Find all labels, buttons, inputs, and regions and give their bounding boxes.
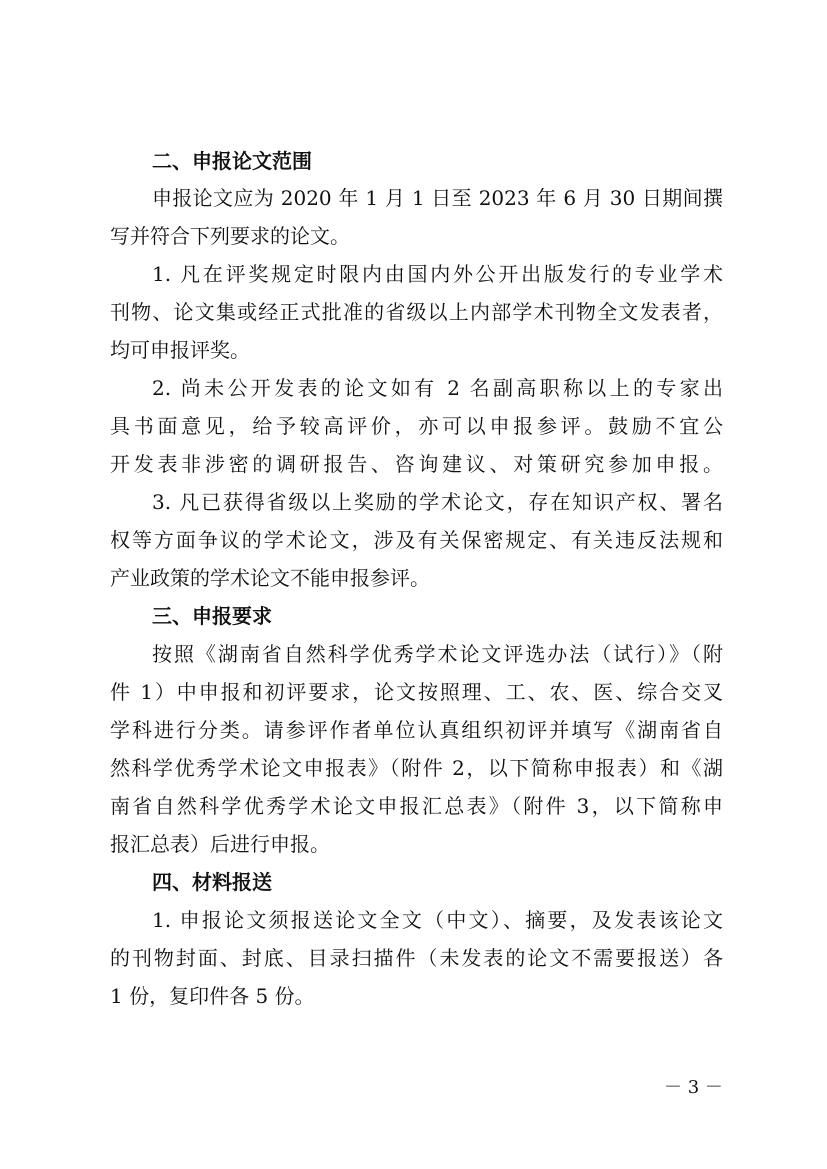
paragraph-line: 1 份，复印件各 5 份。 (110, 984, 315, 1008)
paragraph-line: 申报论文应为 2020 年 1 月 1 日至 2023 年 6 月 30 日期间撰 (152, 186, 723, 210)
paragraph-line: 件 1）中申报和初评要求，论文按照理、工、农、医、综合交叉 (110, 680, 723, 704)
paragraph-line: 刊物、论文集或经正式批准的省级以上内部学术刊物全文发表者， (110, 300, 723, 324)
paragraph-line: 具书面意见，给予较高评价，亦可以申报参评。鼓励不宜公 (110, 414, 723, 438)
paragraph-line: 1. 申报论文须报送论文全文（中文）、摘要，及发表该论文 (152, 908, 723, 932)
paragraph-line: 报汇总表）后进行申报。 (110, 832, 330, 856)
paragraph-line: 然科学优秀学术论文申报表》（附件 2，以下简称申报表）和《湖 (110, 756, 723, 780)
paragraph-line: 学科进行分类。请参评作者单位认真组织初评并填写《湖南省自 (110, 718, 723, 742)
paragraph-line: 的刊物封面、封底、目录扫描件（未发表的论文不需要报送）各 (110, 946, 723, 970)
paragraph-line: 南省自然科学优秀学术论文申报汇总表》（附件 3，以下简称申 (110, 794, 723, 818)
paragraph-line: 按照《湖南省自然科学优秀学术论文评选办法（试行）》（附 (152, 642, 723, 666)
paragraph-line: 2. 尚未公开发表的论文如有 2 名副高职称以上的专家出 (152, 376, 723, 400)
section-heading-3: 三、申报要求 (152, 604, 272, 628)
paragraph-line: 3. 凡已获得省级以上奖励的学术论文，存在知识产权、署名 (152, 490, 723, 514)
paragraph-line: 权等方面争议的学术论文，涉及有关保密规定、有关违反法规和 (110, 528, 723, 552)
paragraph-line: 均可申报评奖。 (110, 338, 250, 362)
paragraph-line: 开发表非涉密的调研报告、咨询建议、对策研究参加申报。 (110, 452, 723, 476)
section-heading-2: 二、申报论文范围 (152, 149, 312, 173)
paragraph-line: 1. 凡在评奖规定时限内由国内外公开出版发行的专业学术 (152, 262, 723, 286)
paragraph-line: 产业政策的学术论文不能申报参评。 (110, 566, 430, 590)
paragraph-line: 写并符合下列要求的论文。 (110, 224, 350, 248)
page-number: － 3 － (664, 1077, 723, 1098)
section-heading-4: 四、材料报送 (152, 870, 272, 894)
